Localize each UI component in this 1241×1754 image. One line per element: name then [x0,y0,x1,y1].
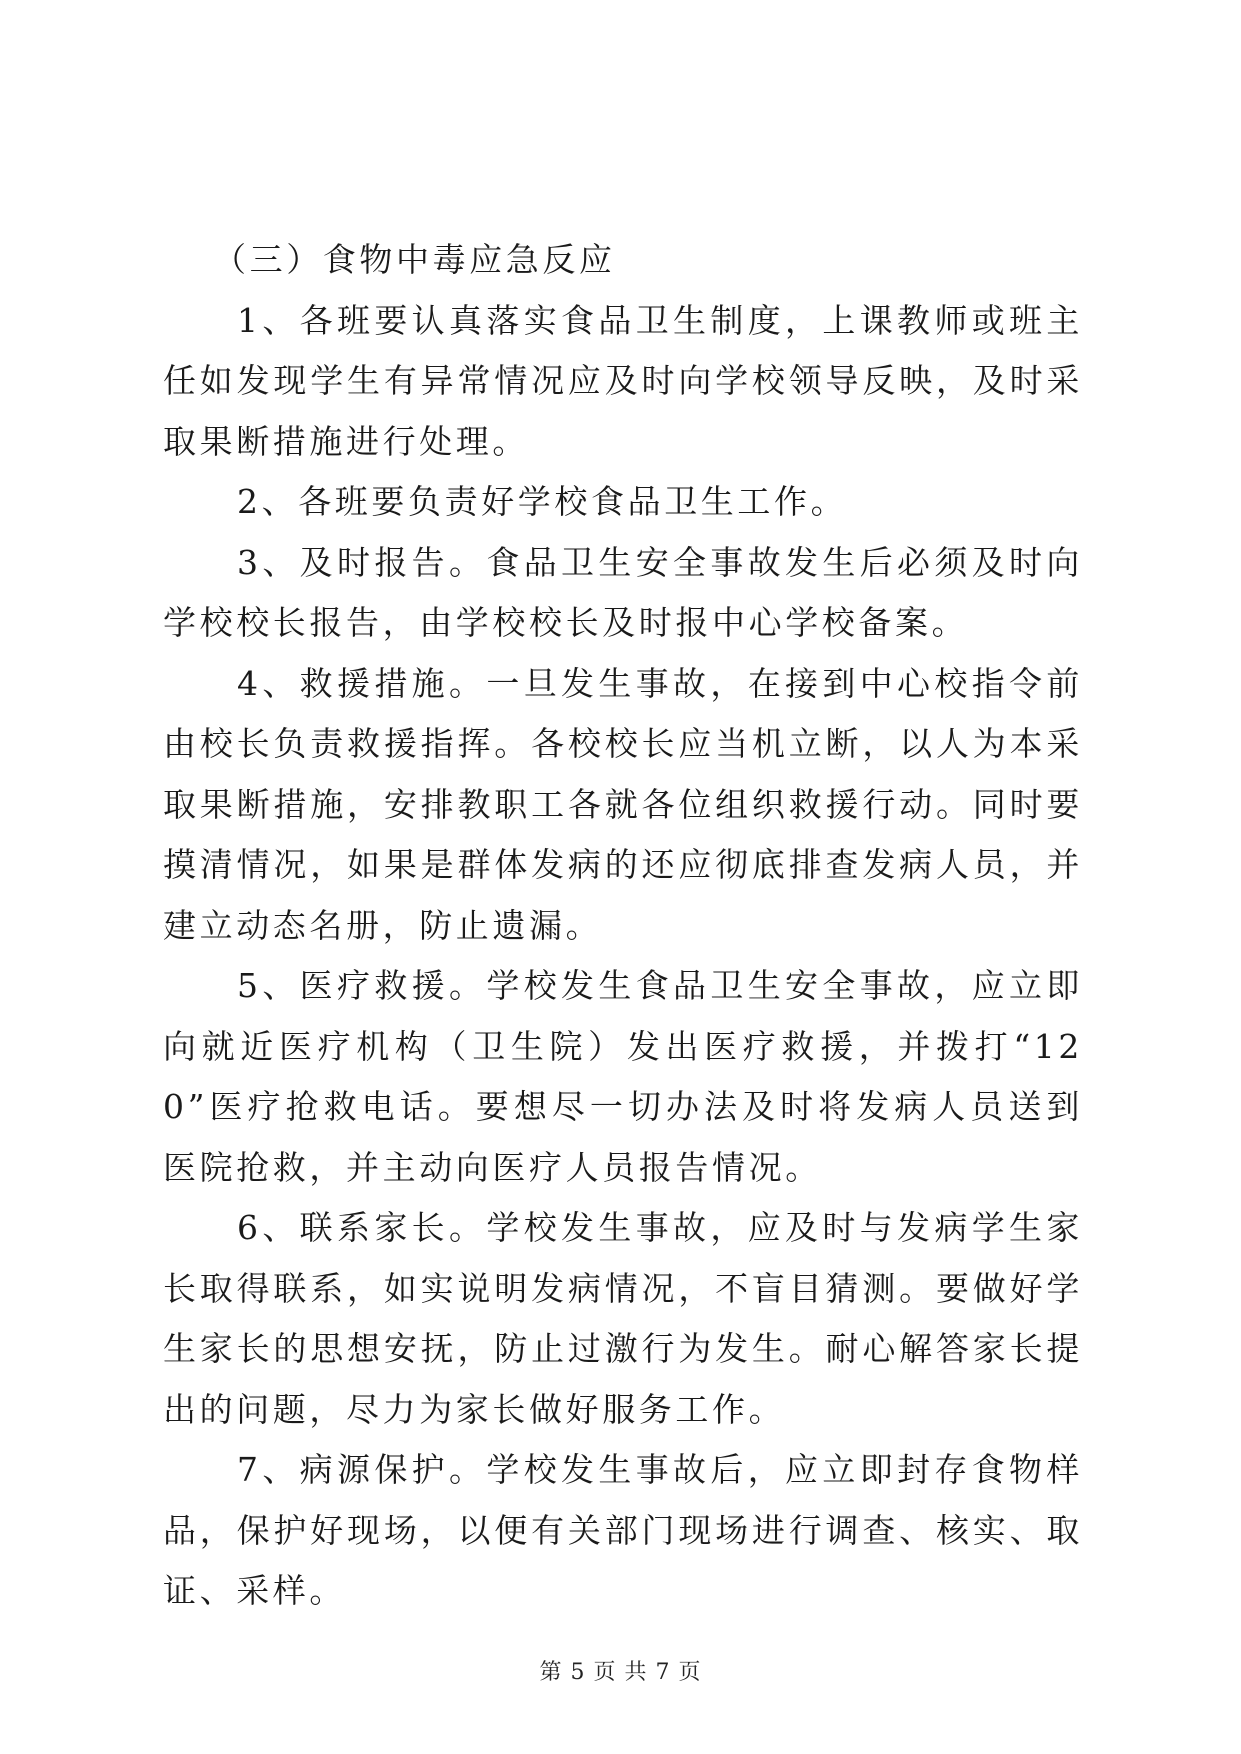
paragraph-5: 5、医疗救援。学校发生食品卫生安全事故，应立即向就近医疗机构（卫生院）发出医疗救援，并拨打“120”医疗抢救电话。要想尽一切办法及时将发病人员送到医院抢救，并主动向医疗人员报告情况。 [163,966,1083,1187]
paragraph-7: 7、病源保护。学校发生事故后，应立即封存食物样品，保护好现场，以便有关部门现场进行调查、核实、取证、采样。 [163,1450,1083,1610]
paragraph-3: 3、及时报告。食品卫生安全事故发生后必须及时向学校校长报告，由学校校长及时报中心学校备案。 [163,542,1083,642]
document-body [163,230,1083,1622]
paragraph-6: 6、联系家长。学校发生事故，应及时与发病学生家长取得联系，如实说明发病情况，不盲目猜测。要做好学生家长的思想安抚，防止过激行为发生。耐心解答家长提出的问题，尽力为家长做好服务工作。 [163,1208,1083,1429]
paragraph-1: 1、各班要认真落实食品卫生制度，上课教师或班主任如发现学生有异常情况应及时向学校领导反映，及时采取果断措施进行处理。 [163,300,1083,461]
section-heading: （三）食物中毒应急反应 [213,240,616,279]
paragraph-4: 4、救援措施。一旦发生事故，在接到中心校指令前由校长负责救援指挥。各校校长应当机立断，以人为本采取果断措施，安排教职工各就各位组织救援行动。同时要摸清情况，如果是群体发病的还应彻底排查发病人员，并建立动态名册，防止遗漏。 [163,663,1083,945]
paragraph-2: 2、各班要负责好学校食品卫生工作。 [237,482,848,521]
page-number-footer: 第 5 页 共 7 页 [539,1660,702,1685]
